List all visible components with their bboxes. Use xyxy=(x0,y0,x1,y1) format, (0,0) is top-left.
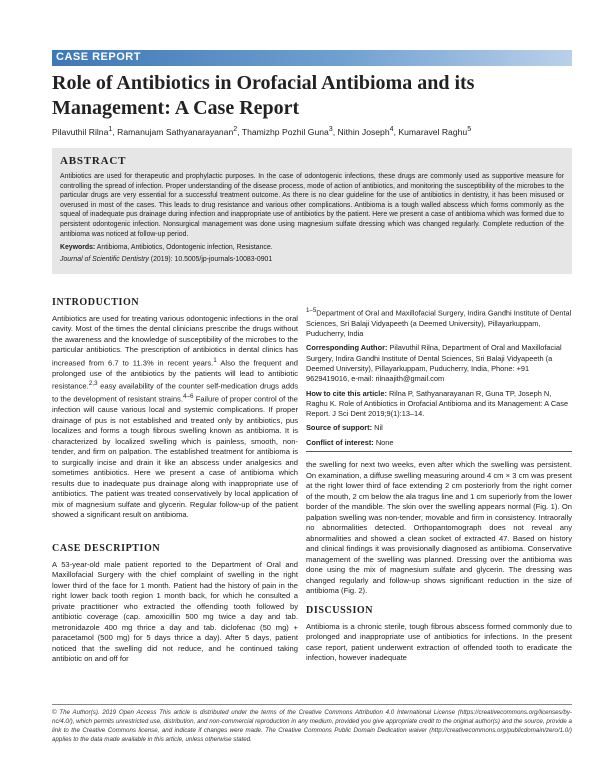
discussion-section xyxy=(306,606,572,664)
case-description-continued xyxy=(306,460,572,597)
case-description-section xyxy=(52,544,298,665)
abstract-section xyxy=(52,148,572,274)
article-title: Role of Antibiotics in Orofacial Antibioma and its Management: A Case Report xyxy=(52,72,475,119)
journal-citation: Journal of Scientific Dentistry (2019): 10.5005/jp-journals-10083-0901 xyxy=(60,255,273,263)
article-type-banner xyxy=(52,50,572,66)
source-of-support: Source of support: Nil xyxy=(306,423,383,433)
introduction-text: Antibiotics are used for treating various odontogenic infections in the oral cavity. Most of the times the dental clinicians prescribe the drugs without the awareness and the knowledge of susceptibility of the microbes to the particular antibiotics. The prescription of antibiotics in dental clinics has increased from 6.7 to 11.3% in recent years.$^1$ Also the frequent and prolonged use of the antibiotics by the patients will lead to antibiotic resistance.$^{2,3}$ easy availability of the counter self-medication drugs adds to the development of resistant strains.$^{4-6}$ Failure of proper control of the infection will cause various local and systemic complications. If proper drainage of pus is not established and treated only by antibiotics, pus localizes and forms a tough fibrous swelling known as antibioma. It is characterized by localized swelling which is painless, smooth, non-tender, and firm on palpation. The established treatment for antibioma is to surgically incise and drain it like an abscess under analgesics and sometimes antibiotics. Here we present a case of antibioma which results due to inadequate pus drainage along with inappropriate use of antibiotics. The patient was treated conservatively by local application of mix of magnesium sulfate and glycerin. Regular follow-up of the patient showed a significant result on antibioma. xyxy=(52,313,299,520)
conflict-of-interest: Conflict of interest: None xyxy=(306,437,394,447)
author: Kumaravel Raghu$^5$ xyxy=(398,125,472,137)
author: Nithin Joseph$^4$ xyxy=(337,125,394,137)
keywords: Keywords: Antibioma, Antibiotics, Odontogenic infection, Resistance. xyxy=(60,244,273,252)
introduction-heading: INTRODUCTION xyxy=(52,297,140,308)
discussion-heading: DISCUSSION xyxy=(306,605,374,616)
corresponding-author: Corresponding Author: Pilavuthil Rilna, Department of Oral and Maxillofacial Surgery, Indira Gandhi Institute of Dental Sciences, Sri Balaji Vidyapeeth (a Deemed University), Pillayarkuppam, Puducherry, India, Phone: +91 9629419016, e-mail: rilnaajith@gmail.com xyxy=(306,343,562,384)
affiliation: $^{1-5}$Department of Oral and Maxillofacial Surgery, Indira Gandhi Institute of Dental Sciences, Sri Balaji Vidyapeeth (a Deemed University), Pillayarkuppam, Puducherry, India xyxy=(306,307,572,339)
license-footnote: © The Author(s). 2019 Open Access This article is distributed under the terms of the Creative Commons Attribution 4.0 International License (https://creativecommons.org/licenses/by-nc/4.0/), which permits unrestricted use, distribution, and non-commercial reproduction in any medium, provided you give appropriate credit to the original author(s) and the source, provide a link to the Creative Commons license, and indicate if changes were made. The Creative Commons Public Domain Dedication waiver (http://creativecommons.org/publicdomain/zero/1.0/) applies to the data made available in this article, unless otherwise stated. xyxy=(52,709,572,743)
case-description-text: A 53-year-old male patient reported to the Department of Oral and Maxillofacial Surgery with the chief complaint of swelling in the right lower third of the face for 1 month. Patient had the history of pain in the right lower back tooth region 1 month back, for which he consulted a private practitioner who extracted the offending tooth followed by antibiotic coverage (cap. amoxicillin 500 mg twice a day and tab. metronidazole 400 mg thrice a day and tab. diclofenac (50 mg) + paracetamol (500 mg) for 5 days thrice a day). After 5 days, patient noticed that the swelling did not reduce, and he continued taking antibiotic on and off for xyxy=(52,559,298,663)
case-description-heading: CASE DESCRIPTION xyxy=(52,543,161,554)
footnote-divider xyxy=(52,704,572,705)
article-type-label: CASE REPORT xyxy=(56,51,141,63)
abstract-heading: ABSTRACT xyxy=(60,155,127,167)
introduction-section xyxy=(52,298,298,521)
article-info-box xyxy=(306,306,572,452)
case-continued-text: the swelling for next two weeks, even after which the swelling was persistent. On examination, a diffuse swelling measuring around 4 cm × 3 cm was present at the right lower third of face extending 2 cm posteriorly from the right corner of the mouth, 2 cm below the ala tragus line and 1 cm superiorly from the lower border of the mandible. The skin over the swelling appears normal (Fig. 1). On palpation swelling was non-tender, movable and firm in consistency. Intraorally no abnormalities detected. Orthopantomograph does not reveal any abnormalities and showed a clean socket of extracted 47. Based on history and clinical findings it was provisionally diagnosed as antibioma. Conservative management of the swelling was planned. Dressing over the antibioma was done using the mix of magnesium sulfate and glycerin. The dressing was changed regularly and follow-up shows significant reduction in the size of antibioma (Fig. 2). xyxy=(306,460,572,595)
author: Ramanujam Sathyanarayanan$^2$ xyxy=(117,125,238,137)
how-to-cite: How to cite this article: Rilna P, Sathyanarayanan R, Guna TP, Joseph N, Raghu K. Role of Antibiotics in Orofacial Antibioma and its Management: A Case Report. J Sci Dent 2019;9(1):13–14. xyxy=(306,388,569,419)
author: Thamizhp Pozhil Guna$^3$ xyxy=(241,125,333,137)
discussion-text: Antibioma is a chronic sterile, tough fibrous abscess formed commonly due to prolonged and inappropriate use of antibiotics for infections. In the present case report, patient underwent extraction of offended tooth to eradicate the infection, however inadequate xyxy=(306,621,572,662)
author: Pilavuthil Rilna$^1$ xyxy=(52,125,113,137)
author-list: Pilavuthil Rilna$^1$, Ramanujam Sathyanarayanan$^2$, Thamizhp Pozhil Guna$^3$, Nithin Joseph$^4$, Kumaravel Raghu$^5$ xyxy=(52,125,472,137)
info-box-divider xyxy=(306,451,572,452)
abstract-text: Antibiotics are used for therapeutic and prophylactic purposes. In the case of odontogenic infections, these drugs are commonly used as supportive measure for controlling the spread of infection. Proper understanding of the disease process, mode of action of antibiotics, and monitoring the susceptibility of the microbes to the particular drugs are very essential for a successful treatment outcome. As there is no clear guideline for the use of antibiotics in dentistry, it has been misused or overused in most of the cases. This leads to drug resistance and various other complications. Antibioma is a tough walled abscess which forms commonly as the squeal of inadequate pus drainage during infection and inappropriate use of antibiotics by the patient. Here we present a case of antibioma which was formed due to persistent odontogenic infection. Nonsurgical management was done using magnesium sulfate dressing which was changed regularly. Complete reduction of the antibioma was noticed at follow-up period. xyxy=(60,173,564,238)
